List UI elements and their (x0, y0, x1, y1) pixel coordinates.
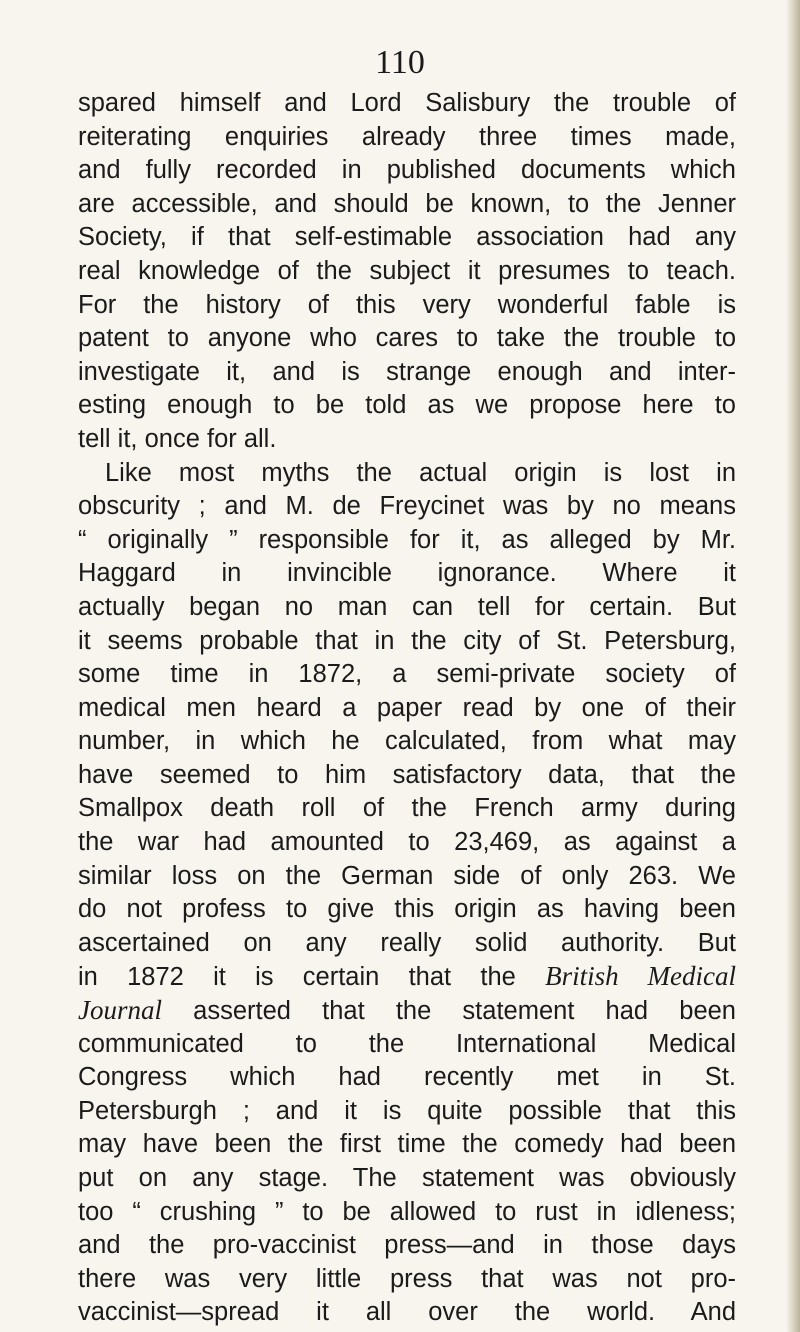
text-segment: in 1872 it is certain that the (78, 963, 546, 992)
text-line: the war had amounted to 23,469, as against a (78, 828, 736, 857)
paragraph-start-line: Like most myths the actual origin is lost in (105, 458, 736, 487)
text-line: and the pro-vaccinist press—and in those days (78, 1231, 736, 1260)
text-line (78, 960, 736, 994)
text-line: Congress which had recently met in St. (78, 1063, 736, 1092)
text-line: Smallpox death roll of the French army during (78, 794, 736, 823)
italic-title-part: British Medical (545, 961, 736, 992)
text-line: For the history of this very wonderful fable is (78, 290, 736, 319)
text-line: put on any stage. The statement was obviously (78, 1164, 736, 1192)
paragraph-end-line: tell it, once for all. (78, 424, 277, 453)
text-line: number, in which he calculated, from what may (78, 727, 736, 756)
text-line: real knowledge of the subject it presumes to teach. (78, 256, 736, 285)
text-line (78, 994, 736, 1028)
text-line: it seems probable that in the city of St. Petersburg, (78, 626, 736, 655)
text-segment: asserted that the statement had been (162, 997, 736, 1026)
text-line: similar loss on the German side of only 263. We (78, 861, 736, 890)
text-line: obscurity ; and M. de Freycinet was by no means (78, 492, 736, 521)
text-line: may have been the first time the comedy had been (78, 1130, 736, 1159)
text-line: are accessible, and should be known, to the Jenner (78, 189, 736, 218)
text-line: there was very little press that was not pro- (78, 1264, 736, 1293)
italic-title-part: Journal (78, 995, 162, 1026)
page-edge-shadow (786, 0, 800, 1332)
text-line: “ originally ” responsible for it, as alleged by Mr. (78, 525, 736, 554)
text-line: spared himself and Lord Salisbury the trouble of (78, 89, 736, 117)
text-line: Society, if that self-estimable association had any (78, 223, 736, 252)
text-line: esting enough to be told as we propose here to (78, 391, 736, 420)
text-line: actually began no man can tell for certain. But (78, 592, 736, 621)
text-line: Petersburgh ; and it is quite possible that this (78, 1096, 736, 1125)
text-line: reiterating enquiries already three times made, (78, 122, 736, 151)
text-line: patent to anyone who cares to take the trouble to (78, 324, 736, 353)
text-line: and fully recorded in published documents which (78, 156, 736, 185)
text-line: ascertained on any really solid authority. But (78, 928, 736, 957)
page-number: 110 (375, 44, 425, 81)
text-line: investigate it, and is strange enough and inter- (78, 357, 736, 386)
text-line: have seemed to him satisfactory data, that the (78, 760, 736, 789)
text-line: vaccinist—spread it all over the world. And (78, 1298, 736, 1327)
text-line: do not profess to give this origin as having been (78, 895, 736, 924)
text-line: medical men heard a paper read by one of their (78, 693, 736, 722)
text-line: some time in 1872, a semi-private society of (78, 660, 736, 689)
text-line: communicated to the International Medical (78, 1029, 736, 1058)
text-line: Haggard in invincible ignorance. Where it (78, 559, 736, 588)
text-line: too “ crushing ” to be allowed to rust in idleness; (78, 1197, 736, 1226)
body-text (78, 87, 736, 1330)
